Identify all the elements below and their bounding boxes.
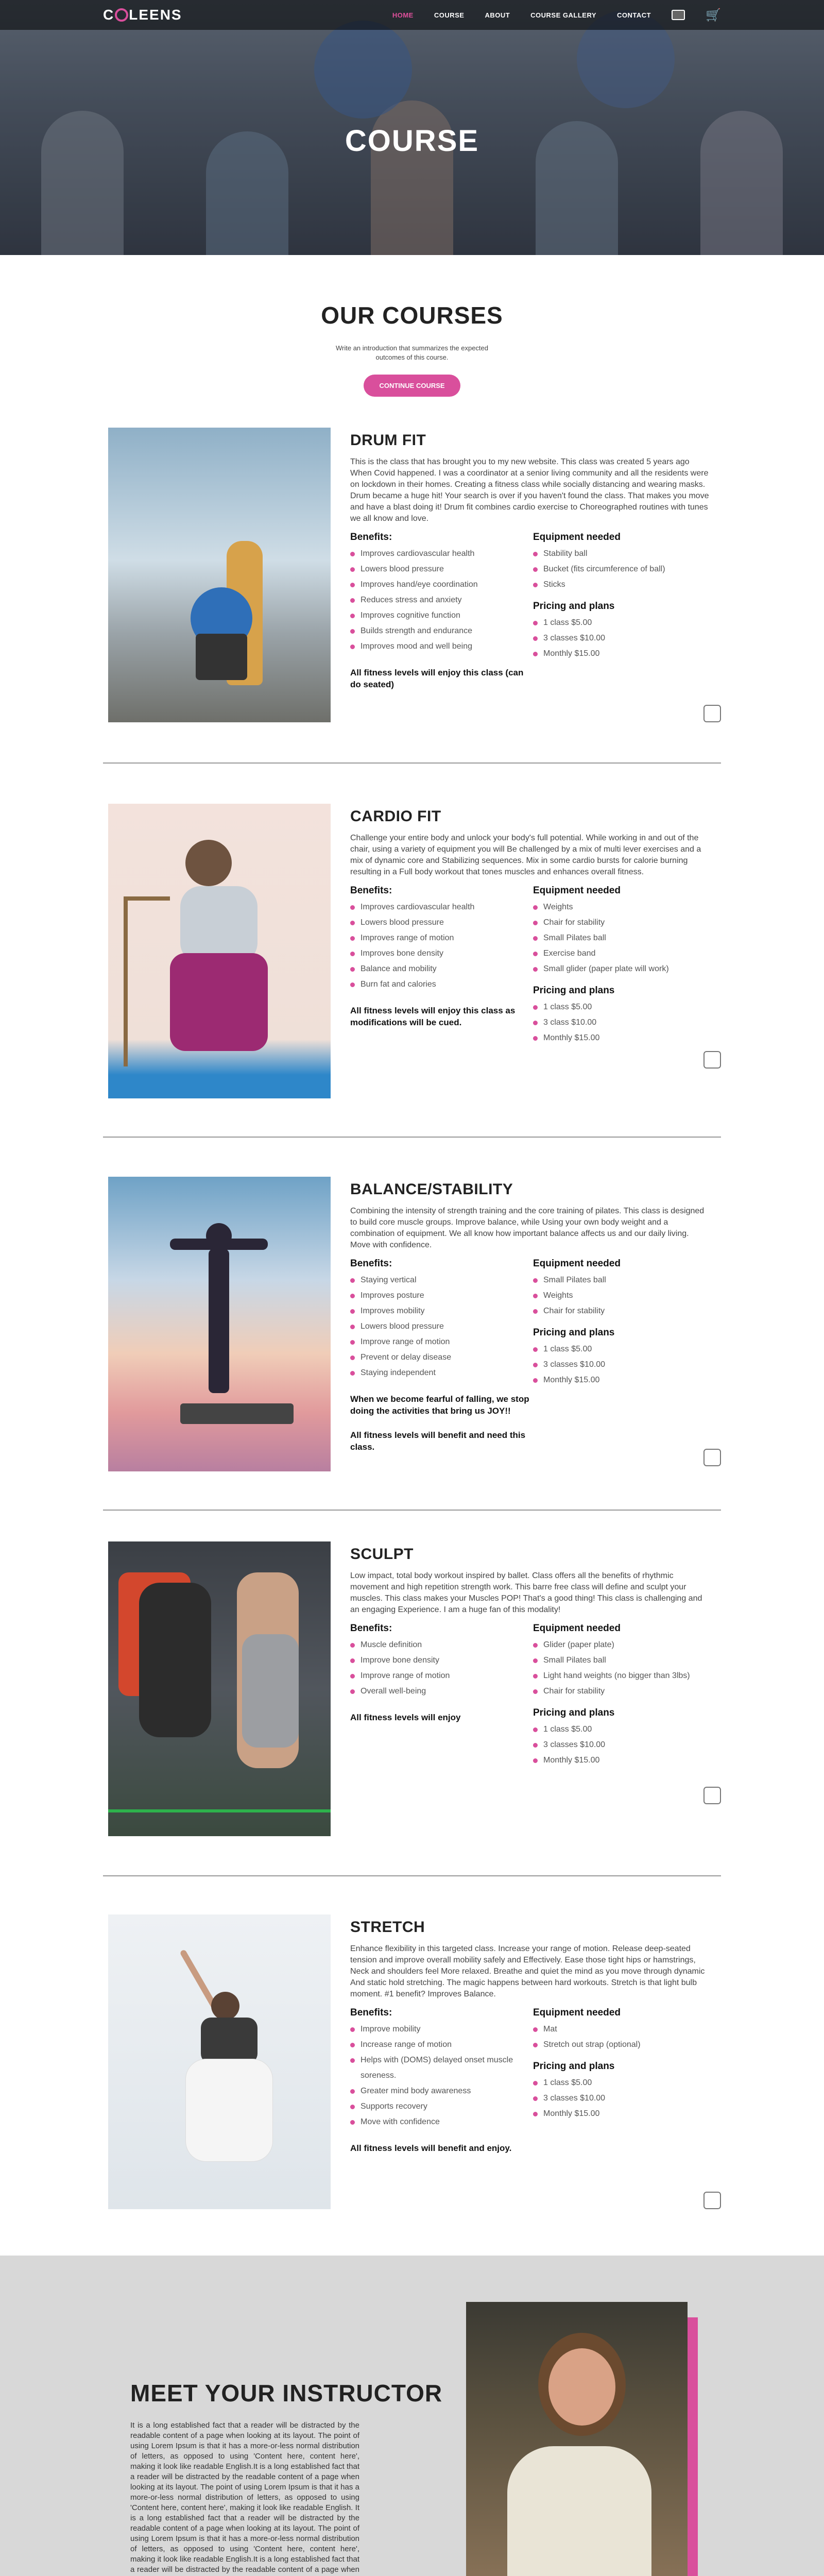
nav-course[interactable]: COURSE: [434, 11, 465, 19]
benefits-list: [350, 546, 533, 654]
course-select-checkbox[interactable]: [703, 2192, 721, 2209]
hero-banner: [0, 0, 824, 255]
list-item: Monthly $15.00: [533, 1372, 711, 1388]
list-item: Improve mobility: [350, 2022, 533, 2037]
list-item: Small Pilates ball: [533, 1273, 711, 1288]
list-item: Improve bone density: [350, 1653, 533, 1668]
list-item: Improves posture: [350, 1288, 533, 1303]
course-title: BALANCE/STABILITY: [350, 1181, 513, 1198]
cart-icon[interactable]: 🛒: [706, 8, 721, 22]
benefits-list: [350, 1273, 533, 1381]
equipment-list: [533, 546, 711, 592]
course-select-checkbox[interactable]: [703, 1787, 721, 1804]
instructor-photo: [466, 2302, 688, 2576]
course-note: All fitness levels will enjoy: [350, 1713, 461, 1722]
nav-about[interactable]: ABOUT: [485, 11, 510, 19]
nav-course-gallery[interactable]: COURSE GALLERY: [530, 11, 597, 19]
instructor-title: MEET YOUR INSTRUCTOR: [130, 2380, 443, 2406]
list-item: 1 class $5.00: [533, 615, 711, 631]
course-select-checkbox[interactable]: [703, 1449, 721, 1466]
list-item: 1 class $5.00: [533, 1722, 711, 1737]
course-image: [108, 1541, 331, 1836]
list-item: Lowers blood pressure: [350, 915, 533, 930]
pricing-list: [533, 999, 711, 1046]
course-note: All fitness levels will enjoy this class (can do seated): [350, 668, 524, 689]
course-image: [108, 1177, 331, 1471]
course-description: Enhance flexibility in this targeted class. Increase your range of motion. Release deep-seated tension and improve overall mobility safely and Effectively. Ease those tight hips or hamstrings, Neck and shoulders feel More relaxed. Breathe and quiet the mind as you move through dynamic And static hold stretching. The magic happens between hard workouts. Stretch is that light bulb moment. #1 benefit? Improves Balance.: [350, 1944, 705, 1998]
benefits-heading: Benefits:: [350, 2007, 392, 2018]
equipment-list: [533, 1637, 711, 1699]
list-item: Monthly $15.00: [533, 2106, 711, 2122]
list-item: 3 classes $10.00: [533, 631, 711, 646]
list-item: Improves mobility: [350, 1303, 533, 1319]
list-item: Weights: [533, 1288, 711, 1303]
list-item: Stability ball: [533, 546, 711, 562]
user-icon[interactable]: [672, 10, 685, 20]
course-quote: When we become fearful of falling, we stop doing the activities that bring us JOY!!: [350, 1394, 529, 1416]
list-item: Increase range of motion: [350, 2037, 533, 2053]
list-item: Monthly $15.00: [533, 1030, 711, 1046]
pricing-list: [533, 1342, 711, 1388]
list-item: Reduces stress and anxiety: [350, 592, 533, 608]
equipment-list: [533, 2022, 711, 2053]
benefits-list: [350, 2022, 533, 2130]
list-item: Staying independent: [350, 1365, 533, 1381]
benefits-list: [350, 900, 533, 992]
course-image: [108, 1914, 331, 2209]
list-item: Light hand weights (no bigger than 3lbs): [533, 1668, 711, 1684]
pricing-heading: Pricing and plans: [533, 1707, 615, 1718]
benefits-heading: Benefits:: [350, 1623, 392, 1634]
equipment-heading: Equipment needed: [533, 1623, 621, 1634]
list-item: 1 class $5.00: [533, 2075, 711, 2091]
list-item: 3 classes $10.00: [533, 2091, 711, 2106]
divider: [103, 1510, 721, 1511]
pricing-list: [533, 2075, 711, 2122]
equipment-heading: Equipment needed: [533, 2007, 621, 2018]
divider: [103, 1875, 721, 1876]
list-item: Overall well-being: [350, 1684, 533, 1699]
list-item: Balance and mobility: [350, 961, 533, 977]
list-item: Greater mind body awareness: [350, 2083, 533, 2099]
equipment-heading: Equipment needed: [533, 1258, 621, 1269]
divider: [103, 762, 721, 764]
list-item: Supports recovery: [350, 2099, 533, 2114]
list-item: Improve range of motion: [350, 1668, 533, 1684]
course-title: DRUM FIT: [350, 432, 426, 449]
course-note: All fitness levels will benefit and need this class.: [350, 1430, 526, 1452]
list-item: Glider (paper plate): [533, 1637, 711, 1653]
list-item: 3 class $10.00: [533, 1015, 711, 1030]
course-note: All fitness levels will enjoy this class as modifications will be cued.: [350, 1006, 516, 1027]
divider: [103, 1137, 721, 1138]
list-item: Small Pilates ball: [533, 1653, 711, 1668]
course-select-checkbox[interactable]: [703, 705, 721, 722]
list-item: Bucket (fits circumference of ball): [533, 562, 711, 577]
course-select-checkbox[interactable]: [703, 1051, 721, 1069]
top-navigation: [0, 0, 824, 30]
equipment-list: [533, 900, 711, 977]
course-title: SCULPT: [350, 1546, 414, 1563]
brand-logo[interactable]: C LEENS: [103, 7, 182, 23]
section-title: OUR COURSES: [321, 302, 503, 329]
list-item: Sticks: [533, 577, 711, 592]
course-title: CARDIO FIT: [350, 808, 441, 825]
list-item: Chair for stability: [533, 1303, 711, 1319]
list-item: Lowers blood pressure: [350, 1319, 533, 1334]
course-description: Combining the intensity of strength training and the core training of pilates. This class is designed to build core muscle groups. Improve balance, while Using your own body weight and a combination of equipment. We all know how important balance affects us and our daily living. Move with confidence.: [350, 1207, 705, 1249]
continue-course-button[interactable]: CONTINUE COURSE: [364, 375, 460, 397]
list-item: Monthly $15.00: [533, 646, 711, 662]
equipment-heading: Equipment needed: [533, 885, 621, 896]
course-image: [108, 804, 331, 1098]
list-item: Exercise band: [533, 946, 711, 961]
equipment-heading: Equipment needed: [533, 532, 621, 543]
list-item: Improves hand/eye coordination: [350, 577, 533, 592]
instructor-section: [0, 2256, 824, 2576]
list-item: Helps with (DOMS) delayed onset muscle soreness.: [350, 2053, 533, 2083]
course-description: Challenge your entire body and unlock your body's full potential. While working in and out of the chair, using a variety of equipment you will Be challenged by a mix of multi lever exercises and a mix of dynamic core and Stabilizing sequences. Mix in some cardio bursts for calorie burning resulting in a Full body workout that tones muscles and enhances overall fitness.: [350, 834, 701, 876]
course-description: Low impact, total body workout inspired by ballet. Class offers all the benefits of rhythmic movement and high repetition strength work. This barre free class will define and sculpt your muscles. This class makes your Muscles POP! That's a good thing! This class is challenging and an engaging Experience. I am a huge fan of this modality!: [350, 1571, 702, 1614]
list-item: Weights: [533, 900, 711, 915]
list-item: Chair for stability: [533, 915, 711, 930]
pricing-heading: Pricing and plans: [533, 985, 615, 996]
list-item: Improves range of motion: [350, 930, 533, 946]
list-item: Stretch out strap (optional): [533, 2037, 711, 2053]
benefits-heading: Benefits:: [350, 885, 392, 896]
benefits-heading: Benefits:: [350, 532, 392, 543]
list-item: Monthly $15.00: [533, 1753, 711, 1768]
equipment-list: [533, 1273, 711, 1319]
list-item: Mat: [533, 2022, 711, 2037]
list-item: Improves cognitive function: [350, 608, 533, 623]
pricing-heading: Pricing and plans: [533, 601, 615, 612]
list-item: Muscle definition: [350, 1637, 533, 1653]
benefits-heading: Benefits:: [350, 1258, 392, 1269]
list-item: 1 class $5.00: [533, 1342, 711, 1357]
list-item: 3 classes $10.00: [533, 1737, 711, 1753]
list-item: Improve range of motion: [350, 1334, 533, 1350]
list-item: 1 class $5.00: [533, 999, 711, 1015]
list-item: Small Pilates ball: [533, 930, 711, 946]
list-item: Improves bone density: [350, 946, 533, 961]
pricing-list: [533, 615, 711, 662]
pricing-heading: Pricing and plans: [533, 2061, 615, 2072]
course-title: STRETCH: [350, 1919, 425, 1936]
page-title: COURSE: [345, 124, 479, 158]
list-item: Burn fat and calories: [350, 977, 533, 992]
course-image: [108, 428, 331, 722]
courses-intro: [0, 255, 824, 397]
pricing-heading: Pricing and plans: [533, 1327, 615, 1338]
instructor-bio: It is a long established fact that a reader will be distracted by the readable content of a page when looking at its layout. The point of using Lorem Ipsum is that it has a more-or-less normal distribution of letters, as opposed to using 'Content here, content here', making it look like readable English.It is a long established fact that a reader will be distracted by the readable content of a page when looking at its layout. The point of using Lorem Ipsum is that it has a more-or-less normal distribution of letters, as opposed to using 'Content here, content here', making it look like readable English. It is a long established fact that a reader will be distracted by the readable content of a page when looking at its layout. The point of using Lorem Ipsum is that it has a more-or-less normal distribution of letters, as opposed to using 'Content here, content here', making it look like readable English.It is a long established fact that a reader will be distracted by the readable content of a page when: [130, 2421, 359, 2574]
nav-home[interactable]: HOME: [392, 11, 414, 19]
list-item: Small glider (paper plate will work): [533, 961, 711, 977]
list-item: Improves mood and well being: [350, 639, 533, 654]
list-item: Lowers blood pressure: [350, 562, 533, 577]
list-item: Improves cardiovascular health: [350, 900, 533, 915]
list-item: Prevent or delay disease: [350, 1350, 533, 1365]
pricing-list: [533, 1722, 711, 1768]
list-item: 3 classes $10.00: [533, 1357, 711, 1372]
list-item: Improves cardiovascular health: [350, 546, 533, 562]
benefits-list: [350, 1637, 533, 1699]
intro-text: Write an introduction that summarizes the expected outcomes of this course.: [335, 344, 489, 361]
course-note: All fitness levels will benefit and enjoy.: [350, 2143, 512, 2153]
course-description: This is the class that has brought you to my new website. This class was created 5 years ago When Covid happened. I was a coordinator at a senior living community and all the residents were on lockdown in their homes. Creating a fitness class while socially distancing and wearing masks. Drum became a huge hit! Your search is over if you haven't found the class. That makes you move and have a blast doing it! Drum fit combines cardio exercise to Choreographed routines with tunes we all know and love.: [350, 457, 709, 523]
list-item: Chair for stability: [533, 1684, 711, 1699]
logo-ring-icon: [115, 8, 128, 22]
nav-contact[interactable]: CONTACT: [617, 11, 651, 19]
list-item: Staying vertical: [350, 1273, 533, 1288]
list-item: Move with confidence: [350, 2114, 533, 2130]
list-item: Builds strength and endurance: [350, 623, 533, 639]
